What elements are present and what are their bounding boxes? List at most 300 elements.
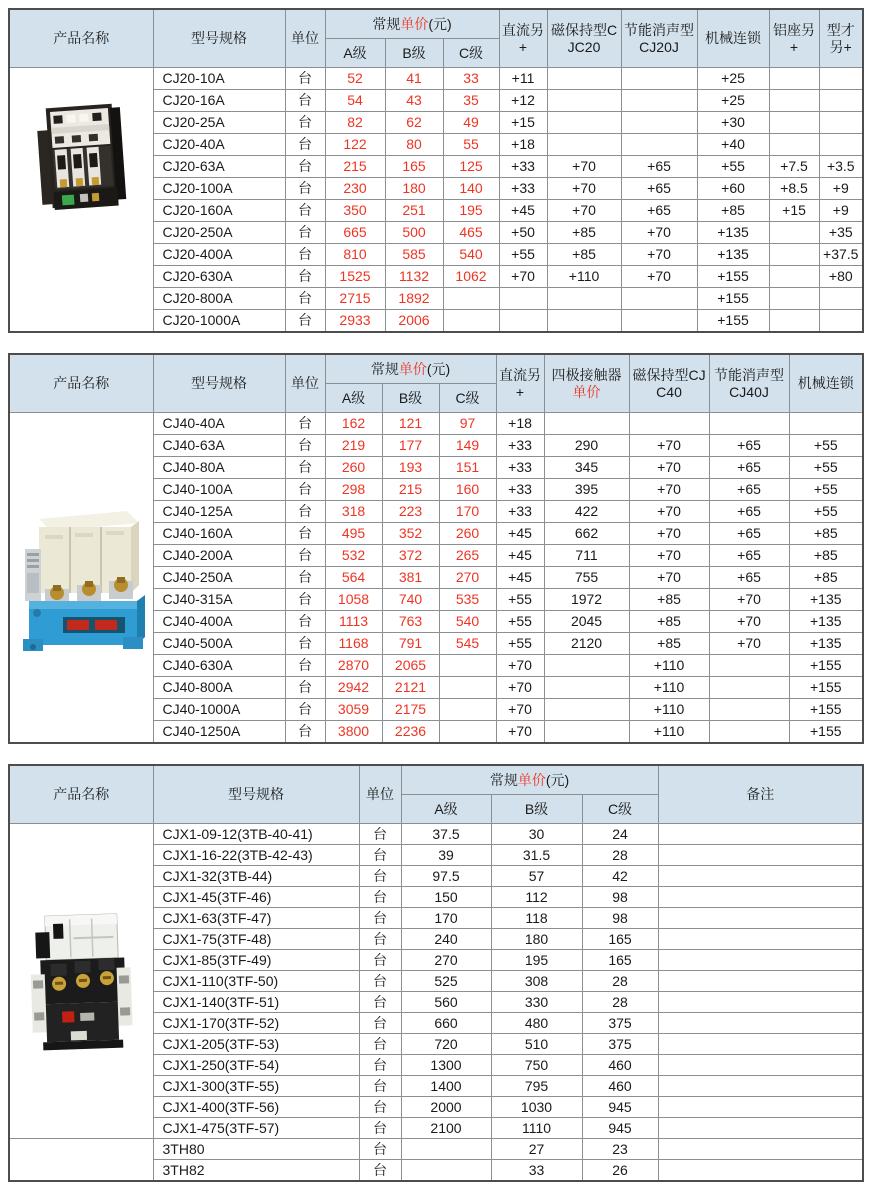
unit-cell: 台 [285, 567, 325, 589]
value-cell [769, 112, 819, 134]
unit-cell: 台 [285, 633, 325, 655]
product-name-empty-cell [9, 1139, 153, 1182]
table-row [9, 68, 863, 90]
value-cell [658, 845, 863, 866]
unit-cell: 台 [285, 90, 325, 112]
price-a-cell: 2870 [325, 655, 382, 677]
value-cell: +85 [789, 523, 863, 545]
table-row [9, 824, 863, 845]
value-cell: +37.5 [819, 244, 863, 266]
model-cell: CJX1-09-12(3TB-40-41) [153, 824, 359, 845]
unit-cell: 台 [359, 1055, 401, 1076]
price-b-cell: 585 [385, 244, 443, 266]
price-c-cell: 460 [582, 1055, 658, 1076]
price-c-cell: 35 [443, 90, 499, 112]
header-text: 型号规格 [191, 375, 247, 392]
model-cell: CJ20-10A [153, 68, 285, 90]
unit-cell: 台 [359, 950, 401, 971]
value-cell [769, 266, 819, 288]
price-b-cell: 795 [491, 1076, 582, 1097]
unit-cell: 台 [285, 655, 325, 677]
col-header-energy-saving-cj20j [621, 9, 697, 68]
model-cell: CJ40-100A [153, 479, 285, 501]
value-cell [547, 112, 621, 134]
value-cell: +45 [496, 567, 544, 589]
value-cell [789, 413, 863, 435]
value-cell: 290 [544, 435, 629, 457]
value-cell: +85 [629, 589, 709, 611]
header-text: 直流另+ [502, 21, 545, 55]
model-cell: CJX1-300(3TF-55) [153, 1076, 359, 1097]
header-text: (元) [545, 771, 570, 788]
value-cell [499, 288, 547, 310]
value-cell: +65 [709, 545, 789, 567]
unit-cell: 台 [359, 971, 401, 992]
price-b-cell: 33 [491, 1160, 582, 1182]
model-cell: CJX1-85(3TF-49) [153, 950, 359, 971]
col-header-grade-a [325, 384, 382, 413]
price-c-cell: 465 [443, 222, 499, 244]
value-cell [547, 288, 621, 310]
col-header-remark [658, 765, 863, 824]
value-cell: +70 [709, 589, 789, 611]
header-text: B级 [402, 44, 426, 61]
value-cell [658, 908, 863, 929]
header-text: 型号规格 [228, 786, 284, 803]
value-cell: +85 [789, 567, 863, 589]
price-a-cell: 525 [401, 971, 491, 992]
value-cell: +135 [697, 244, 769, 266]
price-b-cell: 121 [382, 413, 439, 435]
model-cell: 3TH82 [153, 1160, 359, 1182]
value-cell: +55 [789, 501, 863, 523]
value-cell: 422 [544, 501, 629, 523]
unit-cell: 台 [285, 310, 325, 333]
header-text: 四极接触器 [551, 366, 622, 383]
col-header-magnetic-latching-cjc20 [547, 9, 621, 68]
table-row [9, 413, 863, 435]
value-cell [769, 244, 819, 266]
value-cell [544, 413, 629, 435]
price-b-cell: 2175 [382, 699, 439, 721]
value-cell: +65 [709, 567, 789, 589]
value-cell: +9 [819, 178, 863, 200]
value-cell: +8.5 [769, 178, 819, 200]
unit-cell: 台 [285, 288, 325, 310]
price-c-cell: 98 [582, 908, 658, 929]
price-b-cell: 381 [382, 567, 439, 589]
price-b-cell: 41 [385, 68, 443, 90]
value-cell [621, 112, 697, 134]
value-cell: +25 [697, 68, 769, 90]
unit-cell: 台 [285, 457, 325, 479]
price-a-cell: 39 [401, 845, 491, 866]
header-text: C级 [455, 389, 480, 406]
header-text-red: 单价 [398, 360, 427, 377]
unit-cell: 台 [285, 677, 325, 699]
col-header-price-group [325, 354, 496, 384]
model-cell: CJ40-315A [153, 589, 285, 611]
value-cell [658, 824, 863, 845]
unit-cell: 台 [285, 435, 325, 457]
unit-cell: 台 [285, 699, 325, 721]
price-b-cell: 30 [491, 824, 582, 845]
price-c-cell: 375 [582, 1034, 658, 1055]
price-a-cell: 2715 [325, 288, 385, 310]
model-cell: CJ40-1250A [153, 721, 285, 744]
price-a-cell: 215 [325, 156, 385, 178]
price-c-cell [439, 655, 496, 677]
price-c-cell: 55 [443, 134, 499, 156]
price-c-cell: 545 [439, 633, 496, 655]
price-a-cell: 2100 [401, 1118, 491, 1139]
value-cell: +85 [629, 611, 709, 633]
header-text: A级 [434, 800, 458, 817]
price-c-cell: 195 [443, 200, 499, 222]
header-text: 磁保持型CJC40 [632, 366, 706, 400]
value-cell: +55 [496, 611, 544, 633]
cj20-contactor-photo-icon [29, 94, 133, 216]
model-cell: CJX1-170(3TF-52) [153, 1013, 359, 1034]
value-cell: +155 [697, 266, 769, 288]
value-cell [629, 413, 709, 435]
unit-cell: 台 [359, 1013, 401, 1034]
unit-cell: 台 [359, 908, 401, 929]
price-b-cell: 180 [385, 178, 443, 200]
col-header-aluminum-base-extra [769, 9, 819, 68]
price-a-cell: 3800 [325, 721, 382, 744]
unit-cell: 台 [359, 845, 401, 866]
price-a-cell: 350 [325, 200, 385, 222]
value-cell: +33 [499, 156, 547, 178]
unit-cell: 台 [359, 1160, 401, 1182]
price-a-cell: 3059 [325, 699, 382, 721]
unit-cell: 台 [359, 1118, 401, 1139]
value-cell [658, 1139, 863, 1160]
value-cell [658, 1118, 863, 1139]
value-cell: +55 [496, 589, 544, 611]
price-c-cell: 49 [443, 112, 499, 134]
value-cell: +65 [709, 479, 789, 501]
model-cell: CJ40-80A [153, 457, 285, 479]
value-cell: +85 [547, 244, 621, 266]
col-header-mechanical-interlock [697, 9, 769, 68]
price-c-cell [439, 721, 496, 744]
price-b-cell: 1892 [385, 288, 443, 310]
price-c-cell: 24 [582, 824, 658, 845]
price-c-cell: 540 [443, 244, 499, 266]
value-cell: +18 [499, 134, 547, 156]
col-header-grade-c [443, 39, 499, 68]
value-cell: +135 [697, 222, 769, 244]
price-c-cell: 270 [439, 567, 496, 589]
model-cell: CJX1-475(3TF-57) [153, 1118, 359, 1139]
price-b-cell: 31.5 [491, 845, 582, 866]
header-text: 单位 [291, 30, 319, 47]
value-cell: +55 [496, 633, 544, 655]
value-cell: +35 [819, 222, 863, 244]
price-c-cell: 945 [582, 1097, 658, 1118]
value-cell: +70 [547, 178, 621, 200]
value-cell [658, 1034, 863, 1055]
value-cell [709, 413, 789, 435]
value-cell [819, 310, 863, 333]
model-cell: CJX1-16-22(3TB-42-43) [153, 845, 359, 866]
value-cell: 1972 [544, 589, 629, 611]
header-text: 机械连锁 [797, 375, 854, 392]
value-cell [769, 134, 819, 156]
unit-cell: 台 [359, 887, 401, 908]
price-c-cell: 260 [439, 523, 496, 545]
value-cell [544, 655, 629, 677]
value-cell [769, 222, 819, 244]
unit-cell: 台 [359, 1097, 401, 1118]
price-c-cell: 160 [439, 479, 496, 501]
col-header-magnetic-latching-cjc40 [629, 354, 709, 413]
price-b-cell: 750 [491, 1055, 582, 1076]
value-cell: +65 [621, 178, 697, 200]
col-header-profile-extra [819, 9, 863, 68]
header-text: 常规 [372, 15, 401, 32]
price-b-cell: 330 [491, 992, 582, 1013]
value-cell: +110 [629, 677, 709, 699]
price-a-cell: 52 [325, 68, 385, 90]
value-cell: +155 [697, 288, 769, 310]
model-cell: CJ20-250A [153, 222, 285, 244]
model-cell: CJ20-25A [153, 112, 285, 134]
price-b-cell: 2006 [385, 310, 443, 333]
header-text: 直流另+ [499, 366, 542, 400]
product-photo-cell [9, 68, 153, 333]
price-b-cell: 352 [382, 523, 439, 545]
value-cell: +65 [621, 156, 697, 178]
header-text: 节能消声型CJ40J [714, 366, 785, 400]
value-cell: +65 [709, 523, 789, 545]
value-cell: 711 [544, 545, 629, 567]
price-b-cell: 740 [382, 589, 439, 611]
price-c-cell: 125 [443, 156, 499, 178]
value-cell: +70 [629, 435, 709, 457]
unit-cell: 台 [285, 222, 325, 244]
price-c-cell: 97 [439, 413, 496, 435]
price-a-cell: 82 [325, 112, 385, 134]
value-cell: 662 [544, 523, 629, 545]
price-b-cell: 1030 [491, 1097, 582, 1118]
col-header-grade-b [385, 39, 443, 68]
model-cell: CJ20-400A [153, 244, 285, 266]
col-header-unit [285, 354, 325, 413]
price-a-cell [401, 1160, 491, 1182]
header-text: 常规 [370, 360, 399, 377]
value-cell: +45 [496, 523, 544, 545]
price-a-cell: 1525 [325, 266, 385, 288]
value-cell: +55 [789, 457, 863, 479]
value-cell: +45 [499, 200, 547, 222]
price-b-cell: 118 [491, 908, 582, 929]
price-b-cell: 57 [491, 866, 582, 887]
col-header-grade-a [325, 39, 385, 68]
col-header-four-pole-price [544, 354, 629, 413]
value-cell [658, 929, 863, 950]
value-cell: +55 [789, 479, 863, 501]
price-b-cell: 195 [491, 950, 582, 971]
value-cell: +70 [496, 655, 544, 677]
price-a-cell: 1300 [401, 1055, 491, 1076]
value-cell: +70 [629, 545, 709, 567]
col-header-grade-b [382, 384, 439, 413]
col-header-product-name [9, 765, 153, 824]
price-b-cell: 43 [385, 90, 443, 112]
col-header-grade-c [582, 795, 658, 824]
cjx1-price-table [8, 764, 864, 1182]
price-c-cell: 140 [443, 178, 499, 200]
col-header-dc-extra [496, 354, 544, 413]
price-b-cell: 193 [382, 457, 439, 479]
value-cell: +110 [629, 699, 709, 721]
value-cell: +110 [629, 721, 709, 744]
value-cell: +70 [547, 200, 621, 222]
header-text: 单位 [291, 375, 319, 392]
col-header-grade-c [439, 384, 496, 413]
price-a-cell: 298 [325, 479, 382, 501]
price-b-cell: 500 [385, 222, 443, 244]
col-header-dc-extra [499, 9, 547, 68]
value-cell: +85 [789, 545, 863, 567]
value-cell: +33 [496, 435, 544, 457]
value-cell [621, 68, 697, 90]
model-cell: CJX1-110(3TF-50) [153, 971, 359, 992]
price-b-cell: 251 [385, 200, 443, 222]
value-cell [658, 1076, 863, 1097]
price-a-cell: 2933 [325, 310, 385, 333]
model-cell: CJ40-800A [153, 677, 285, 699]
value-cell: +155 [697, 310, 769, 333]
value-cell: +135 [789, 589, 863, 611]
value-cell: +70 [499, 266, 547, 288]
value-cell [769, 310, 819, 333]
model-cell: CJ20-630A [153, 266, 285, 288]
value-cell: +50 [499, 222, 547, 244]
value-cell: +70 [629, 523, 709, 545]
value-cell [709, 655, 789, 677]
value-cell: +25 [697, 90, 769, 112]
price-a-cell: 170 [401, 908, 491, 929]
price-b-cell: 372 [382, 545, 439, 567]
header-text: 磁保持型CJC20 [550, 21, 618, 55]
value-cell [658, 1097, 863, 1118]
price-c-cell: 165 [582, 929, 658, 950]
model-cell: 3TH80 [153, 1139, 359, 1160]
value-cell [819, 90, 863, 112]
header-text: (元) [428, 15, 452, 32]
value-cell: +70 [709, 611, 789, 633]
price-b-cell: 2236 [382, 721, 439, 744]
value-cell [658, 1160, 863, 1182]
value-cell: +110 [547, 266, 621, 288]
value-cell: +70 [621, 222, 697, 244]
price-c-cell [439, 699, 496, 721]
value-cell: +80 [819, 266, 863, 288]
unit-cell: 台 [285, 545, 325, 567]
price-a-cell: 1168 [325, 633, 382, 655]
value-cell: +15 [769, 200, 819, 222]
value-cell [769, 68, 819, 90]
col-header-grade-b [491, 795, 582, 824]
col-header-unit [285, 9, 325, 68]
price-a-cell: 660 [401, 1013, 491, 1034]
value-cell: +45 [496, 545, 544, 567]
header-text-red: 单价 [517, 771, 546, 788]
header-text-red: 单价 [400, 15, 429, 32]
value-cell: +70 [629, 479, 709, 501]
price-b-cell: 223 [382, 501, 439, 523]
value-cell: +135 [789, 611, 863, 633]
price-a-cell: 54 [325, 90, 385, 112]
header-text: 备注 [746, 786, 775, 803]
price-a-cell: 230 [325, 178, 385, 200]
value-cell: +11 [499, 68, 547, 90]
value-cell: +55 [789, 435, 863, 457]
value-cell [819, 288, 863, 310]
value-cell [658, 887, 863, 908]
price-c-cell: 151 [439, 457, 496, 479]
value-cell: +55 [697, 156, 769, 178]
price-b-cell: 62 [385, 112, 443, 134]
price-a-cell: 270 [401, 950, 491, 971]
price-b-cell: 165 [385, 156, 443, 178]
price-b-cell: 2121 [382, 677, 439, 699]
value-cell: +65 [709, 501, 789, 523]
unit-cell: 台 [285, 156, 325, 178]
price-a-cell: 665 [325, 222, 385, 244]
model-cell: CJ40-160A [153, 523, 285, 545]
value-cell: +135 [789, 633, 863, 655]
unit-cell: 台 [359, 824, 401, 845]
price-c-cell: 1062 [443, 266, 499, 288]
value-cell: +70 [621, 266, 697, 288]
value-cell: +110 [629, 655, 709, 677]
cjx1-contactor-photo-icon [23, 907, 139, 1055]
header-text: B级 [398, 389, 423, 406]
model-cell: CJ20-160A [153, 200, 285, 222]
value-cell: +33 [496, 501, 544, 523]
table-row [9, 1139, 863, 1160]
model-cell: CJX1-205(3TF-53) [153, 1034, 359, 1055]
price-c-cell: 23 [582, 1139, 658, 1160]
header-text: 常规 [489, 771, 518, 788]
price-a-cell: 560 [401, 992, 491, 1013]
price-c-cell [439, 677, 496, 699]
price-b-cell: 510 [491, 1034, 582, 1055]
col-header-unit [359, 765, 401, 824]
price-a-cell: 1400 [401, 1076, 491, 1097]
value-cell: +7.5 [769, 156, 819, 178]
price-c-cell: 540 [439, 611, 496, 633]
price-c-cell: 375 [582, 1013, 658, 1034]
value-cell [547, 68, 621, 90]
model-cell: CJX1-75(3TF-48) [153, 929, 359, 950]
col-header-price-group [401, 765, 658, 795]
price-b-cell: 215 [382, 479, 439, 501]
price-c-cell: 460 [582, 1076, 658, 1097]
price-a-cell: 240 [401, 929, 491, 950]
cj40-price-table [8, 353, 864, 744]
model-cell: CJ40-125A [153, 501, 285, 523]
price-c-cell [443, 310, 499, 333]
value-cell: +155 [789, 655, 863, 677]
unit-cell: 台 [285, 200, 325, 222]
value-cell: +70 [629, 567, 709, 589]
